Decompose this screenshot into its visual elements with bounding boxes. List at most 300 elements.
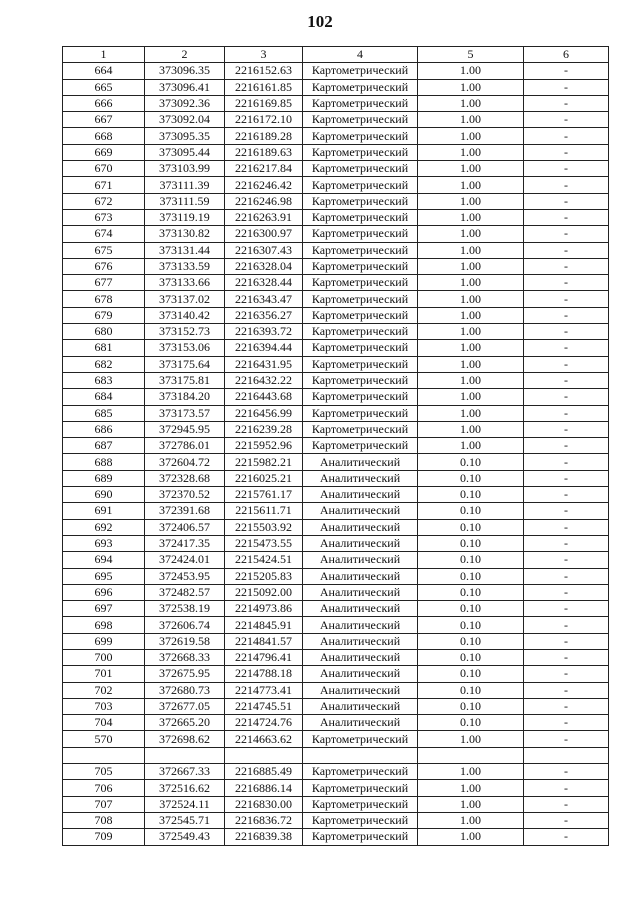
table-cell: - — [524, 617, 609, 633]
table-cell: 2216307.43 — [225, 242, 303, 258]
table-cell: - — [524, 682, 609, 698]
table-cell: 2216394.44 — [225, 340, 303, 356]
table-cell: 2216246.98 — [225, 193, 303, 209]
table-cell — [63, 747, 145, 763]
table-cell: Аналитический — [303, 666, 418, 682]
table-row — [63, 601, 609, 617]
table-cell: 373096.35 — [145, 63, 225, 79]
table-row — [63, 780, 609, 796]
column-header: 5 — [418, 47, 524, 63]
table-cell: - — [524, 503, 609, 519]
table-cell: - — [524, 209, 609, 225]
table-cell: 692 — [63, 519, 145, 535]
table-row — [63, 372, 609, 388]
table-cell: 685 — [63, 405, 145, 421]
table-cell: 2216263.91 — [225, 209, 303, 225]
table-cell: 677 — [63, 275, 145, 291]
table-cell: - — [524, 340, 609, 356]
table-cell: 668 — [63, 128, 145, 144]
table-row — [63, 812, 609, 828]
table-cell: Аналитический — [303, 617, 418, 633]
table-cell: 709 — [63, 829, 145, 845]
table-cell: 2216152.63 — [225, 63, 303, 79]
table-cell: 0.10 — [418, 666, 524, 682]
table-cell: 703 — [63, 698, 145, 714]
table-row — [63, 519, 609, 535]
table-cell: - — [524, 356, 609, 372]
table-cell: 0.10 — [418, 649, 524, 665]
table-cell: 2214745.51 — [225, 698, 303, 714]
table-row — [63, 584, 609, 600]
table-cell: 2214663.62 — [225, 731, 303, 747]
table-cell: 2215503.92 — [225, 519, 303, 535]
table-cell: 2214788.18 — [225, 666, 303, 682]
table-cell: Аналитический — [303, 568, 418, 584]
table-cell: 373133.59 — [145, 258, 225, 274]
table-cell: 673 — [63, 209, 145, 225]
table-cell: 669 — [63, 144, 145, 160]
table-cell: 0.10 — [418, 568, 524, 584]
table-cell: 372667.33 — [145, 764, 225, 780]
table-cell: Аналитический — [303, 503, 418, 519]
table-cell: 372524.11 — [145, 796, 225, 812]
table-cell: Картометрический — [303, 372, 418, 388]
table-cell: - — [524, 698, 609, 714]
table-cell: 372675.95 — [145, 666, 225, 682]
table-row — [63, 340, 609, 356]
table-cell: 372406.57 — [145, 519, 225, 535]
table-cell: 2216839.38 — [225, 829, 303, 845]
table-cell: Картометрический — [303, 340, 418, 356]
table-cell: 2216328.04 — [225, 258, 303, 274]
table-row — [63, 144, 609, 160]
table-cell: - — [524, 421, 609, 437]
table-cell: 1.00 — [418, 356, 524, 372]
table-cell: 373175.81 — [145, 372, 225, 388]
table-cell: 1.00 — [418, 812, 524, 828]
table-cell: 372619.58 — [145, 633, 225, 649]
table-cell: 1.00 — [418, 275, 524, 291]
table-cell: 372391.68 — [145, 503, 225, 519]
table-cell: 372482.57 — [145, 584, 225, 600]
table-row — [63, 796, 609, 812]
table-row — [63, 633, 609, 649]
header-row — [63, 47, 609, 63]
table-cell: Картометрический — [303, 780, 418, 796]
table-row — [63, 389, 609, 405]
column-header: 6 — [524, 47, 609, 63]
table-cell: 0.10 — [418, 519, 524, 535]
table-cell: 373103.99 — [145, 161, 225, 177]
table-cell: 372668.33 — [145, 649, 225, 665]
table-cell: 1.00 — [418, 796, 524, 812]
table-cell: 696 — [63, 584, 145, 600]
table-cell: 373175.64 — [145, 356, 225, 372]
table-row — [63, 421, 609, 437]
table-cell: 682 — [63, 356, 145, 372]
table-cell: Картометрический — [303, 731, 418, 747]
table-cell: Аналитический — [303, 698, 418, 714]
table-cell: 372698.62 — [145, 731, 225, 747]
table-cell: Аналитический — [303, 601, 418, 617]
table-cell: 0.10 — [418, 601, 524, 617]
table-cell: 1.00 — [418, 95, 524, 111]
table-cell: Картометрический — [303, 177, 418, 193]
table-cell: Картометрический — [303, 161, 418, 177]
table-cell: 1.00 — [418, 242, 524, 258]
table-cell: 708 — [63, 812, 145, 828]
table-cell: 688 — [63, 454, 145, 470]
table-cell: 373184.20 — [145, 389, 225, 405]
table-row — [63, 356, 609, 372]
table-row — [63, 128, 609, 144]
table-row — [63, 63, 609, 79]
table-cell: 372328.68 — [145, 470, 225, 486]
table-cell: 372677.05 — [145, 698, 225, 714]
table-cell: 2214724.76 — [225, 715, 303, 731]
table-row — [63, 535, 609, 551]
table-cell: - — [524, 584, 609, 600]
table-row — [63, 617, 609, 633]
table-cell: 1.00 — [418, 226, 524, 242]
table-cell: 664 — [63, 63, 145, 79]
table-row — [63, 161, 609, 177]
table-cell: - — [524, 144, 609, 160]
table-cell: - — [524, 568, 609, 584]
table-cell: Аналитический — [303, 682, 418, 698]
table-cell — [145, 747, 225, 763]
table-cell: 2216239.28 — [225, 421, 303, 437]
table-cell: 0.10 — [418, 503, 524, 519]
table-cell: Картометрический — [303, 95, 418, 111]
table-row — [63, 487, 609, 503]
table-row — [63, 649, 609, 665]
table-cell: 0.10 — [418, 682, 524, 698]
table-cell: 373092.36 — [145, 95, 225, 111]
table-cell: 686 — [63, 421, 145, 437]
table-cell: Аналитический — [303, 470, 418, 486]
table-cell: Картометрический — [303, 128, 418, 144]
table-cell: 666 — [63, 95, 145, 111]
table-cell: 1.00 — [418, 421, 524, 437]
table-cell: 0.10 — [418, 633, 524, 649]
table-cell: 2214845.91 — [225, 617, 303, 633]
table-cell — [225, 747, 303, 763]
table-cell: - — [524, 552, 609, 568]
table-row — [63, 568, 609, 584]
table-cell: 2216885.49 — [225, 764, 303, 780]
table-row — [63, 112, 609, 128]
table-cell: - — [524, 161, 609, 177]
table-cell: 1.00 — [418, 764, 524, 780]
page-number: 102 — [307, 12, 333, 31]
table-cell: 2216356.27 — [225, 307, 303, 323]
table-cell: 678 — [63, 291, 145, 307]
table-cell: - — [524, 79, 609, 95]
table-cell: 2215092.00 — [225, 584, 303, 600]
table-cell: 373095.44 — [145, 144, 225, 160]
table-cell: - — [524, 63, 609, 79]
table-cell: 2216393.72 — [225, 324, 303, 340]
table-cell: Картометрический — [303, 291, 418, 307]
table-cell: 372680.73 — [145, 682, 225, 698]
table-cell: Картометрический — [303, 356, 418, 372]
table-cell: 700 — [63, 649, 145, 665]
table-cell: 671 — [63, 177, 145, 193]
table-cell: - — [524, 796, 609, 812]
table-cell: 1.00 — [418, 144, 524, 160]
table-cell: 1.00 — [418, 258, 524, 274]
table-cell: 0.10 — [418, 454, 524, 470]
table-cell: 373131.44 — [145, 242, 225, 258]
table-cell: 695 — [63, 568, 145, 584]
table-cell: 665 — [63, 79, 145, 95]
table-row — [63, 503, 609, 519]
table-row — [63, 454, 609, 470]
table-cell: - — [524, 438, 609, 454]
table-row — [63, 95, 609, 111]
table-cell: Картометрический — [303, 829, 418, 845]
table-cell: 1.00 — [418, 438, 524, 454]
table-cell: Картометрический — [303, 112, 418, 128]
table-cell: 2215473.55 — [225, 535, 303, 551]
table-cell: - — [524, 829, 609, 845]
table-cell: - — [524, 666, 609, 682]
table-cell: Картометрический — [303, 209, 418, 225]
table-cell — [303, 747, 418, 763]
table-cell: 373119.19 — [145, 209, 225, 225]
table-cell: Картометрический — [303, 796, 418, 812]
table-cell: - — [524, 112, 609, 128]
table-cell: 0.10 — [418, 535, 524, 551]
table-cell: Картометрический — [303, 324, 418, 340]
table-cell: 372516.62 — [145, 780, 225, 796]
table-cell: Аналитический — [303, 715, 418, 731]
table-cell: 373092.04 — [145, 112, 225, 128]
table-cell: - — [524, 535, 609, 551]
table-cell: 373173.57 — [145, 405, 225, 421]
table-row — [63, 829, 609, 845]
table-cell: Картометрический — [303, 193, 418, 209]
table-row — [63, 79, 609, 95]
table-cell: - — [524, 601, 609, 617]
table-cell: 704 — [63, 715, 145, 731]
table-cell: - — [524, 764, 609, 780]
table-cell: 672 — [63, 193, 145, 209]
table-cell: Аналитический — [303, 487, 418, 503]
table-cell: 1.00 — [418, 161, 524, 177]
table-cell: - — [524, 470, 609, 486]
table-cell — [524, 747, 609, 763]
table-cell: Аналитический — [303, 535, 418, 551]
table-row — [63, 731, 609, 747]
table-cell: 2215611.71 — [225, 503, 303, 519]
table-cell: 373152.73 — [145, 324, 225, 340]
table-cell: 372370.52 — [145, 487, 225, 503]
table-cell: 706 — [63, 780, 145, 796]
table-cell: 2216189.28 — [225, 128, 303, 144]
table-cell: 674 — [63, 226, 145, 242]
table-cell: 2216172.10 — [225, 112, 303, 128]
column-header: 4 — [303, 47, 418, 63]
table-cell: - — [524, 226, 609, 242]
table-row — [63, 324, 609, 340]
table-cell: - — [524, 307, 609, 323]
table-cell: 689 — [63, 470, 145, 486]
table-cell: 1.00 — [418, 340, 524, 356]
table-cell: 687 — [63, 438, 145, 454]
table-cell: Аналитический — [303, 552, 418, 568]
table-cell: - — [524, 405, 609, 421]
table-row — [63, 682, 609, 698]
table-cell: 2216443.68 — [225, 389, 303, 405]
table-cell: Картометрический — [303, 242, 418, 258]
column-header: 2 — [145, 47, 225, 63]
table-cell: 1.00 — [418, 372, 524, 388]
table-cell: 699 — [63, 633, 145, 649]
table-cell: Картометрический — [303, 79, 418, 95]
table-cell: 372453.95 — [145, 568, 225, 584]
table-cell: 373130.82 — [145, 226, 225, 242]
table-row — [63, 258, 609, 274]
table-cell: 1.00 — [418, 389, 524, 405]
table-cell: 372604.72 — [145, 454, 225, 470]
table-cell: 702 — [63, 682, 145, 698]
table-cell: 1.00 — [418, 193, 524, 209]
table-row — [63, 307, 609, 323]
table-cell: 372424.01 — [145, 552, 225, 568]
table-cell: Картометрический — [303, 764, 418, 780]
table-cell: 698 — [63, 617, 145, 633]
table-cell: - — [524, 715, 609, 731]
table-cell: 372549.43 — [145, 829, 225, 845]
table-cell: - — [524, 519, 609, 535]
table-cell: 2216886.14 — [225, 780, 303, 796]
table-cell: 372665.20 — [145, 715, 225, 731]
table-cell: 2216432.22 — [225, 372, 303, 388]
table-cell: 2215424.51 — [225, 552, 303, 568]
table-cell: Картометрический — [303, 405, 418, 421]
table-cell: 667 — [63, 112, 145, 128]
table-row — [63, 438, 609, 454]
table-cell: 0.10 — [418, 715, 524, 731]
table-cell: 373111.39 — [145, 177, 225, 193]
table-cell: 697 — [63, 601, 145, 617]
table-cell: Картометрический — [303, 226, 418, 242]
table-cell: 0.10 — [418, 698, 524, 714]
table-cell: 372545.71 — [145, 812, 225, 828]
table-row — [63, 193, 609, 209]
table-header — [63, 47, 609, 63]
table-cell: - — [524, 275, 609, 291]
column-header: 3 — [225, 47, 303, 63]
table-cell: 1.00 — [418, 291, 524, 307]
table-cell: Картометрический — [303, 258, 418, 274]
table-cell: 2216328.44 — [225, 275, 303, 291]
table-cell: Аналитический — [303, 519, 418, 535]
table-row — [63, 747, 609, 763]
table-cell: Картометрический — [303, 438, 418, 454]
table-row — [63, 242, 609, 258]
table-cell: 1.00 — [418, 128, 524, 144]
table-cell: 2215982.21 — [225, 454, 303, 470]
table-cell: 2216246.42 — [225, 177, 303, 193]
table-cell: - — [524, 731, 609, 747]
table-cell: 693 — [63, 535, 145, 551]
table-cell: 2216456.99 — [225, 405, 303, 421]
table-cell: 694 — [63, 552, 145, 568]
table-cell: 675 — [63, 242, 145, 258]
table-row — [63, 209, 609, 225]
table-cell: 373095.35 — [145, 128, 225, 144]
table-row — [63, 405, 609, 421]
table-cell: 670 — [63, 161, 145, 177]
table-cell: 2216025.21 — [225, 470, 303, 486]
table-cell: 701 — [63, 666, 145, 682]
table-cell: 373096.41 — [145, 79, 225, 95]
table-cell: Картометрический — [303, 389, 418, 405]
table-cell: 2216300.97 — [225, 226, 303, 242]
table-cell: 2215205.83 — [225, 568, 303, 584]
table-cell: 2216431.95 — [225, 356, 303, 372]
table-cell: 373153.06 — [145, 340, 225, 356]
table-row — [63, 764, 609, 780]
table-cell: 1.00 — [418, 63, 524, 79]
table-cell: Картометрический — [303, 812, 418, 828]
table-cell: Аналитический — [303, 633, 418, 649]
table-cell: - — [524, 389, 609, 405]
table-cell: 2215761.17 — [225, 487, 303, 503]
table-cell: 2216217.84 — [225, 161, 303, 177]
table-cell: 691 — [63, 503, 145, 519]
table-cell: 2216189.63 — [225, 144, 303, 160]
table-cell: - — [524, 812, 609, 828]
table-row — [63, 177, 609, 193]
table-row — [63, 275, 609, 291]
table-cell: 1.00 — [418, 177, 524, 193]
table-cell: 1.00 — [418, 209, 524, 225]
table-cell: Аналитический — [303, 454, 418, 470]
table-cell: Картометрический — [303, 307, 418, 323]
coordinates-table — [62, 46, 609, 846]
table-body — [63, 63, 609, 845]
table-cell: 372945.95 — [145, 421, 225, 437]
table-cell: 2216836.72 — [225, 812, 303, 828]
table-cell: - — [524, 177, 609, 193]
column-header: 1 — [63, 47, 145, 63]
table-cell: 1.00 — [418, 324, 524, 340]
table-cell: Картометрический — [303, 275, 418, 291]
table-cell: 0.10 — [418, 584, 524, 600]
table-cell — [418, 747, 524, 763]
table-cell: 372538.19 — [145, 601, 225, 617]
table-cell: - — [524, 193, 609, 209]
table-cell: - — [524, 649, 609, 665]
table-cell: 2214973.86 — [225, 601, 303, 617]
table-cell: - — [524, 372, 609, 388]
table-row — [63, 715, 609, 731]
table-cell: 2216830.00 — [225, 796, 303, 812]
table-row — [63, 698, 609, 714]
table-cell: 1.00 — [418, 307, 524, 323]
table-cell: - — [524, 324, 609, 340]
table-cell: 0.10 — [418, 487, 524, 503]
table-cell: Картометрический — [303, 144, 418, 160]
table-row — [63, 666, 609, 682]
table-cell: 1.00 — [418, 112, 524, 128]
table-cell: 680 — [63, 324, 145, 340]
table-cell: 1.00 — [418, 829, 524, 845]
